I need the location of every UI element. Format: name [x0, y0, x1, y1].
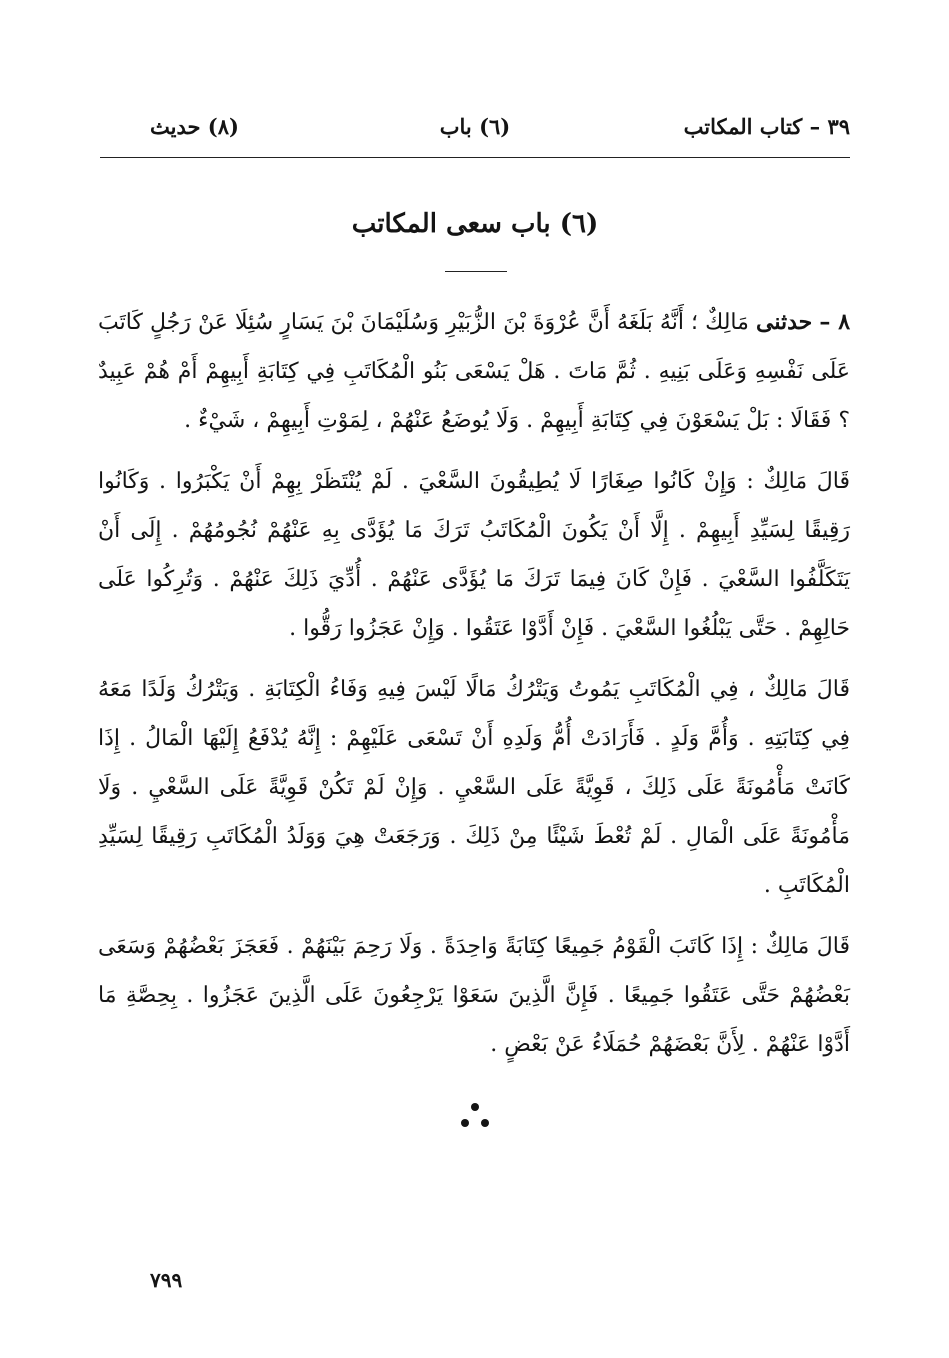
hadith-text: مَالِكٌ ؛ أَنَّهُ بَلَغَهُ أَنَّ عُرْوَةَ بْنَ الزُّبَيْرِ وَسُلَيْمَانَ بْنَ يَسَارٍ سُئِلَا عَنْ رَجُلٍ كَاتَبَ عَلَى نَفْسِهِ وَعَلَى بَنِيهِ . ثُمَّ مَاتَ . هَلْ يَسْعَى بَنُو الْمُكَاتَبِ فِي كِتَابَةِ أَبِيهِمْ أَمْ هُمْ عَبِيدٌ ؟ فَقَالَا : بَلْ يَسْعَوْنَ فِي كِتَابَةِ أَبِيهِمْ . وَلَا يُوضَعُ عَنْهُمْ ، لِمَوْتِ أَبِيهِمْ ، شَيْءٌ . — [98, 310, 850, 433]
commentary-paragraph: قَالَ مَالِكٌ : وَإِنْ كَانُوا صِغَارًا لَا يُطِيقُونَ السَّعْيَ . لَمْ يُنْتَظَرْ بِهِمْ أَنْ يَكْبَرُوا . وَكَانُوا رَقِيقًا لِسَيِّدِ أَبِيهِمْ . إِلَّا أَنْ يَكُونَ الْمُكَاتَبُ تَرَكَ مَا يُؤَدَّى بِهِ عَنْهُمْ نُجُومُهُمْ . إِلَى أَنْ يَتَكَلَّفُوا السَّعْيَ . فَإِنْ كَانَ فِيمَا تَرَكَ مَا يُؤَدَّى عَنْهُمْ . أُدِّيَ ذَلِكَ عَنْهُمْ . وَتُرِكُوا عَلَى حَالِهِمْ . حَتَّى يَبْلُغُوا السَّعْيَ . فَإِنْ أَدَّوْا عَتَقُوا . وَإِنْ عَجَزُوا رَقُّوا . — [98, 469, 850, 641]
book-title: ٣٩ – كتاب المكاتب — [683, 114, 850, 139]
commentary-paragraph: قَالَ مَالِكٌ : إِذَا كَاتَبَ الْقَوْمُ جَمِيعًا كِتَابَةً وَاحِدَةً . وَلَا رَحِمَ بَيْنَهُمْ . فَعَجَزَ بَعْضُهُمْ وَسَعَى بَعْضُهُمْ حَتَّى عَتَقُوا جَمِيعًا . فَإِنَّ الَّذِينَ سَعَوْا يَرْجِعُونَ عَلَى الَّذِينَ عَجَزُوا . بِحِصَّةِ مَا أَدَّوْا عَنْهُمْ . لِأَنَّ بَعْضَهُمْ حُمَلَاءُ عَنْ بَعْضٍ . — [98, 934, 850, 1057]
page-number: ٧٩٩ — [150, 1268, 183, 1292]
chapter-label: (٦) باب — [439, 114, 511, 139]
body-text — [98, 298, 850, 1081]
header-rule — [100, 157, 850, 158]
title-rule — [445, 271, 507, 272]
hadith-lead-word: حدثنى — [756, 309, 813, 335]
hadith-label: (٨) حديث — [150, 114, 239, 139]
running-head — [100, 114, 850, 150]
commentary-paragraph: قَالَ مَالِكٌ ، فِي الْمُكَاتَبِ يَمُوتُ وَيَتْرُكُ مَالًا لَيْسَ فِيهِ وَفَاءُ الْكِتَابَةِ . وَيَتْرُكُ وَلَدًا مَعَهُ فِي كِتَابَتِهِ . وَأُمَّ وَلَدٍ . فَأَرَادَتْ أُمُّ وَلَدِهِ أَنْ تَسْعَى عَلَيْهِمْ : إِنَّهُ يُدْفَعُ إِلَيْهَا الْمَالُ . إِذَا كَانَتْ مَأْمُونَةً عَلَى ذَلِكَ ، قَوِيَّةً عَلَى السَّعْيِ . وَإِنْ لَمْ تَكُنْ قَوِيَّةً عَلَى السَّعْيِ . وَلَا مَأْمُونَةً عَلَى الْمَالِ . لَمْ تُعْطَ شَيْئًا مِنْ ذَلِكَ . وَرَجَعَتْ هِيَ وَوَلَدُ الْمُكَاتَبِ رَقِيقًا لِسَيِّدِ الْمُكَاتَبِ . — [98, 677, 850, 898]
hadith-paragraph — [98, 298, 850, 445]
section-title: (٦) باب سعى المكاتب — [351, 209, 599, 239]
section-end-ornament — [440, 1098, 510, 1138]
hadith-number: ٨ – — [819, 309, 851, 335]
